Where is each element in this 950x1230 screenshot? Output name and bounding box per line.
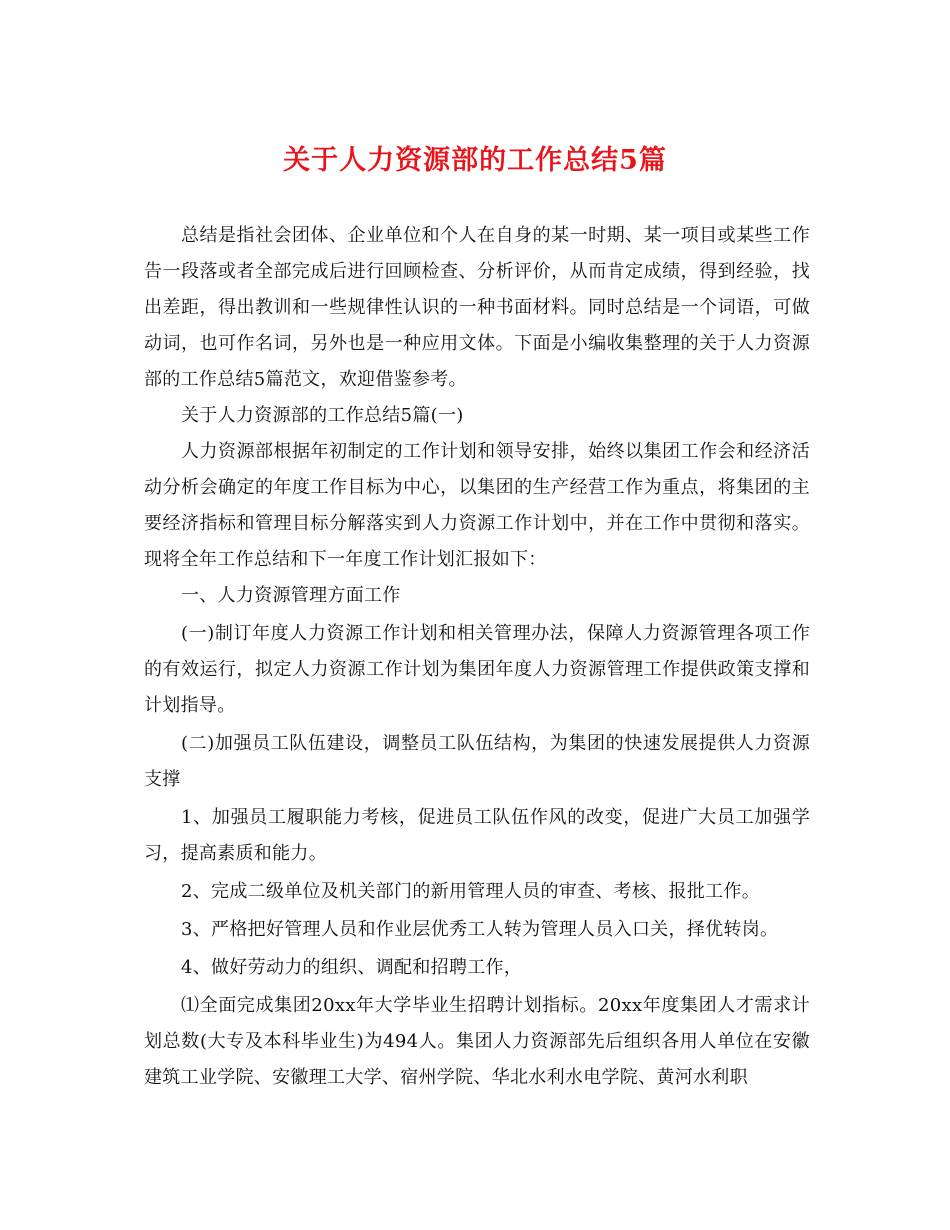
document-title: 关于人力资源部的工作总结5篇 bbox=[283, 145, 667, 176]
paragraph-overview: 人力资源部根据年初制定的工作计划和领导安排，始终以集团工作会和经济活动分析会确定的年度工作目标为中心，以集团的生产经营工作为重点，将集团的主要经济指标和管理目标分解落实到人力资源工作计划中，并在工作中贯彻和落实。现将全年工作总结和下一年度工作计划汇报如下： bbox=[144, 441, 810, 570]
paragraph-item-1: (一)制订年度人力资源工作计划和相关管理办法，保障人力资源管理各项工作的有效运行，拟定人力资源工作计划为集团年度人力资源管理工作提供政策支撑和计划指导。 bbox=[144, 623, 810, 716]
paragraph-recruitment: ⑴全面完成集团20xx年大学毕业生招聘计划指标。20xx年度集团人才需求计划总数(大专及本科毕业生)为494人。集团人力资源部先后组织各用人单位在安徽建筑工业学院、安徽理工大学、宿州学院、华北水利水电学院、黄河水利职 bbox=[144, 995, 810, 1088]
paragraph-sub-3: 3、严格把好管理人员和作业层优秀工人转为管理人员入口关，择优转岗。 bbox=[181, 919, 779, 940]
paragraph-sub-4: 4、做好劳动力的组织、调配和招聘工作， bbox=[181, 957, 523, 978]
paragraph-sub-2: 2、完成二级单位及机关部门的新用管理人员的审查、考核、报批工作。 bbox=[181, 881, 761, 902]
paragraph-section-heading-1: 关于人力资源部的工作总结5篇(一) bbox=[181, 405, 464, 426]
paragraph-intro: 总结是指社会团体、企业单位和个人在自身的某一时期、某一项目或某些工作告一段落或者全部完成后进行回顾检查、分析评价，从而肯定成绩，得到经验，找出差距，得出教训和一些规律性认识的一种书面材料。同时总结是一个词语，可做动词，也可作名词，另外也是一种应用文体。下面是小编收集整理的关于人力资源部的工作总结5篇范文，欢迎借鉴参考。 bbox=[144, 225, 810, 390]
paragraph-item-2: (二)加强员工队伍建设，调整员工队伍结构，为集团的快速发展提供人力资源支撑 bbox=[144, 733, 810, 790]
paragraph-heading-hr-management: 一、人力资源管理方面工作 bbox=[181, 585, 401, 606]
document-body bbox=[144, 218, 810, 1096]
paragraph-sub-1: 1、加强员工履职能力考核，促进员工队伍作风的改变，促进广大员工加强学习，提高素质和能力。 bbox=[144, 807, 810, 864]
